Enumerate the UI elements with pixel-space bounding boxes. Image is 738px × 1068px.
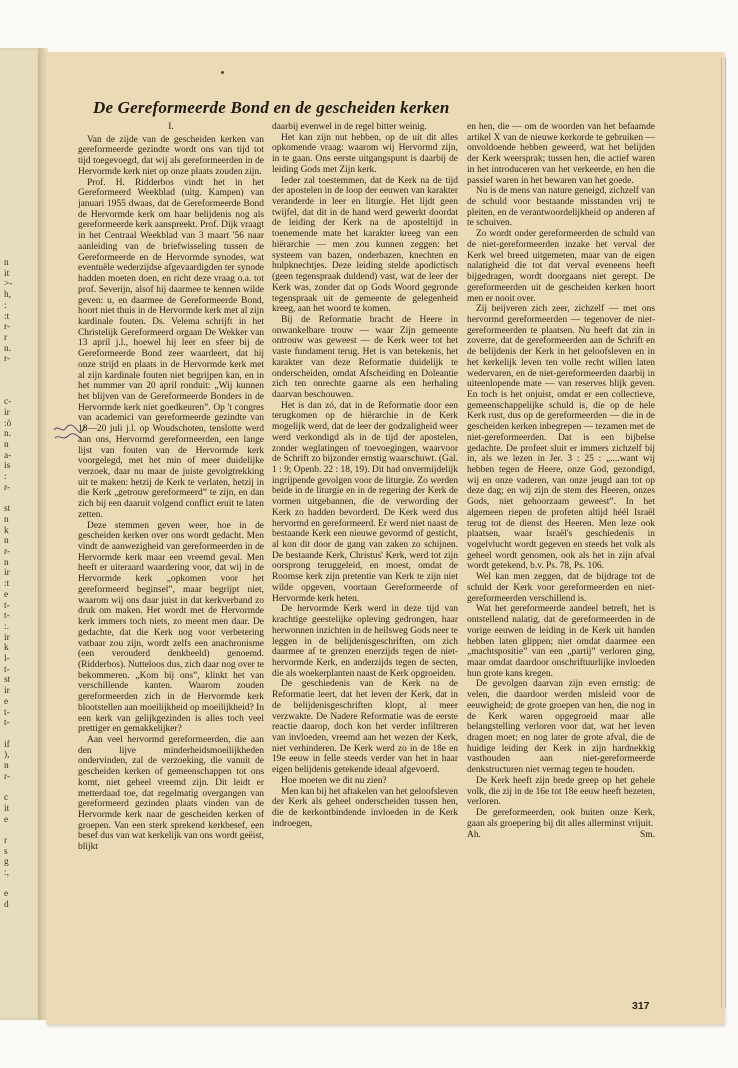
paragraph: Aan veel hervormd gereformeerden, die aan den lijve minderheidsmoeilijkheden ondervinden, zal de verzoeking, die vanuit de gescheiden kerken of gemeenschappen tot ons komt, niet geheel vreemd zijn. Dit leidt er metterdaad toe, dat regelmatig overgangen van gereformeerd gezinden plaats vinden van de Hervormde kerk naar de gescheiden kerken of groepen. Van een sterk sprekend kerkbesef, een besef dus van wat kerkelijk van ons wordt geëist, blijkt xyxy=(78,734,264,853)
article-column-2 xyxy=(272,122,458,1004)
paragraph: Het is dan zó, dat in de Reformatie door een terugkomen op de hiërarchie in de Kerk mogelijk werd, dat de leer der godzaligheid weer werd verkondigd als in de tijd der apostelen, zonder weglatingen of toevoegingen, waarvoor de Schrift zo bijzonder ernstig waarschuwt. (Gal. 1 : 9; Openb. 22 : 18, 19). Dit had onvermijdelijk ingrijpende gevolgen voor de liturgie. Zo werden beide in de liturgie en in de regering der Kerk de vormen uitgebannen, die de verwording der Kerk zo hadden bevorderd. De Kerk werd dus hervormd en gereformeerd. Er werd niet naast de bestaande Kerk een nieuwe gevormd of gesticht, al kon dit door de gang van zaken zo schijnen. De bestaande Kerk, Christus' Kerk, werd tot zijn oorsprong teruggeleid, en moest, omdat de Roomse kerk zijn pretentie van Kerk te zijn niet wilde opgeven, voortaan Gereformeerde of Hervormde kerk heten. xyxy=(272,400,458,604)
author-initials: Sm. xyxy=(640,830,655,841)
paragraph: Ieder zal toestemmen, dat de Kerk na de tijd der apostelen in de loop der eeuwen van karakter veranderde in leer en liturgie. Het lijdt geen twijfel, dat dit in de hand werd gewerkt doordat de leiding der Kerk na de aposteltijd in toenemende mate het karakter kreeg van een hiërarchie — men zou kunnen zeggen: het systeem van bazen, onderbazen, knechten en hulpknechtjes. Deze leiding stelde apodictisch (geen tegenspraak duldend) vast, wat de leer der Kerk was, zonder dat op Gods Woord gegronde tegenspraak uit de gemeente de gelegenheid kreeg, aan het woord te komen. xyxy=(272,175,458,315)
article-column-1 xyxy=(78,122,264,1004)
paragraph: De gevolgen daarvan zijn even ernstig: de velen, die daardoor werden misleid voor de eeuwigheid; de grote groepen van hen, die nog in de Kerk waren opgegroeid maar alle belangstelling verloren voor dat, wat het leven dragen moet; en nog later de grote afval, die de huidige leiding der Kerk in zijn hardnekkig vasthouden aan niet-gereformeerde denkstructuren niet vermag tegen te houden. xyxy=(467,679,655,776)
paragraph: Van de zijde van de gescheiden kerken van gereformeerde gezindte wordt ons van tijd tot tijd toegevoegd, dat wij als gereformeerden in de Hervormde kerk niet op onze plaats zouden zijn. xyxy=(78,134,264,177)
paragraph: en hen, die — om de woorden van het befaamde artikel X van de nieuwe kerkorde te gebruiken — onvoldoende hebben geweerd, wat het belijden der Kerk weersprak; tussen hen, die actief waren in het introduceren van het verkeerde, en hen die passief waren in het bewaren van het goede. xyxy=(467,122,655,186)
section-number: I. xyxy=(168,122,174,132)
article-title: De Gereformeerde Bond en de gescheiden kerken xyxy=(93,98,450,117)
signoff-left: Ah. xyxy=(467,830,481,841)
paragraph: daarbij evenwel in de regel bitter weinig. xyxy=(272,122,427,132)
paragraph: Prof. H. Ridderbos vindt het in het Gereformeerd Weekblad (uitg. Kampen) van januari 1955 dwaas, dat de Gereformeerde Bond de Hervormde kerk om haar belijdenis nog als gereformeerde kerk aanspreekt. Prof. Dijk vraagt in het Centraal Weekblad van 3 maart '56 naar aanleiding van de briefwisseling tussen de Gereformeerde en de Hervormde synodes, wat eventuële wederzijdse afgevaardigden ter synode hadden moeten doen, en richt deze vraag o.a. tot prof. Severijn, alsof hij daarmee te kennen wilde geven: u, en daarmee de Gereformeerde Bond, hoort niet thuis in de Hervormde kerk met al zijn kardinale fouten. Ds. Velema schrijft in het Christelijk Gereformeerd orgaan De Wekker van 13 april j.l., hoewel hij leer en sfeer bij de Gereformeerde Bond zeer waardeert, dat hij onze strijd en plaats in de Hervormde kerk met al zijn kardinale fouten niet begrijpen kan, en in het nummer van 20 april ronduit: „Wij kunnen het blijven van de Gereformeerde Bonders in de Hervormde kerk niet goedkeuren”. Op 't congres van academici van gereformeerde gezindte van 18—20 juli j.l. op Woudschoten, tenslotte werd aan ons, Hervormd gereformeerden, een lange lijst van fouten van de Hervormde kerk voorgelegd, met het min of meer duidelijke verzoek, daar nu maar de juiste gevolgtrekking uit te maken: hetzij de Kerk te verlaten, hetzij in die Kerk „getrouw gereformeerd” te zijn, en dan zich bij een daaruit volgend conflict eruit te laten zetten. xyxy=(78,177,264,520)
paragraph: Het kan zijn nut hebben, op de uit dit alles opkomende vraag: waarom wij Hervormd zijn, in te gaan. Ons eerste uitgangspunt is daarbij de leiding Gods met Zijn kerk. xyxy=(272,132,458,175)
paragraph: Hoe moeten we dit nu zien? xyxy=(281,775,387,786)
paragraph: Deze stemmen geven weer, hoe in de gescheiden kerken over ons wordt gedacht. Men vindt de aanwezigheid van gereformeerden in de Hervormde kerk maar een vreemd geval. Men heeft er uiteraard waardering voor, dat wij in de Hervormde kerk „opkomen voor het gereformeerd beginsel”, maar begrijpt niet, waarom wij ons daar juist in dat kerkverband zo druk om maken. Het wordt met de Hervormde kerk immers toch niets, zo meent men daar. De gedachte, dat die Kerk nog voor verbetering vatbaar zou zijn, wordt zelfs een anachronisme (een verouderd denkbeeld) genoemd. (Ridderbos). Nutteloos dus, zich daar nog over te bekommeren. „Kom bij ons”, klinkt het van verschillende kanten. Waarom zouden gereformeerden zich in de Hervormde kerk blootstellen aan moeilijkheid op moeilijkheid? In een kerk van gelijkgezinden is alles toch veel prettiger en gemakkelijker? xyxy=(78,520,264,735)
article-column-3 xyxy=(467,122,655,1004)
paragraph: Zo wordt onder gereformeerden de schuld van de niet-gereformeerden inzake het verval der Kerk wel breed uitgemeten, maar van de eigen nalatigheid die tot dat verval eveneens heeft bijgedragen, wordt doorgaans niet gerept. De gereformeerden uit de gescheiden kerken hoort men er nooit over. xyxy=(467,229,655,304)
paragraph: Nu is de mens van nature geneigd, zichzelf van de schuld voor bestaande misstanden vrij te pleiten, en de verantwoordelijkheid op anderen af te schuiven. xyxy=(467,186,655,229)
page-stack-edge xyxy=(721,58,726,1008)
paragraph: De hervormde Kerk werd in deze tijd van krachtige geestelijke opleving gedrongen, haar herwonnen inzichten in de heilsweg Gods neer te leggen in de belijdenisgeschriften, om zich daarmee af te grenzen enerzijds tegen de niet-hervormde Kerk, en anderzijds tegen de secten, die als woekerplanten naast de Kerk opgroeiden. xyxy=(272,604,458,679)
paragraph: Bij de Reformatie bracht de Heere in onwankelbare trouw — waar Zijn gemeente ontrouw was geweest — de Kerk weer tot het vaste fundament terug. Het is van betekenis, het karakter van deze Reformatie duidelijk te onderscheiden, omdat Afscheiding en Doleantie zich ten onrechte gaarne als een herhaling daarvan beschouwen. xyxy=(272,314,458,400)
page-number: 317 xyxy=(632,1000,650,1012)
paragraph: De geschiedenis van de Kerk na de Reformatie leert, dat het leven der Kerk, dat in de belijdenisgeschriften klopt, al meer verzwakte. De Nadere Reformatie was de eerste reactie daarop, doch kon het verder infiltreren van invloeden, vreemd aan het wezen der Kerk, niet verhinderen. De Kerk werd zo in de 18e en 19e eeuw in felle steeds verder van het in haar eigen belijdenis getekende ideaal afgevoerd. xyxy=(272,679,458,776)
paragraph: De gereformeerden, ook buiten onze Kerk, gaan als groepering bij dit alles allerminst vrijuit. xyxy=(467,808,655,829)
paragraph: Zij beijveren zich zeer, zichzelf — met ons hervormd gereformeerden — tegenover de niet-gereformeerden te plaatsen. Nu heeft dat zin in zoverre, dat de gereformeerden aan de Schrift en de belijdenis der Kerk in het geloofsleven en in het kerkelijk leven ten volle recht willen laten wedervaren, en de niet-gereformeerden daarbij in uiteenlopende mate — van reserves blijk geven. En toch is het onjuist, omdat er een collectieve, gemeenschappelijke schuld is, die op de hele Kerk rust, dus op de gereformeerden — die in de gescheiden kerken inbegrepen — tezamen met de niet-gereformeerden. Dat is een bijbelse gedachte. De profeet sluit er immers zichzelf bij in, als we lezen in Jer. 3 : 25 : „....want wij hebben tegen de Heere, onze God, gezondigd, wij en onze vaderen, van onze jeugd aan tot op deze dag; en wij zijn de stem des Heeren, onzes Gods, niet gehoorzaam geweest”. In het algemeen riepen de profeten altijd héél Israël terug tot de dienst des Heeren. Men leze ook plaatsen, waar Israël's geschiedenis in vogelvlucht wordt gegeven en steeds het volk als geheel wordt genomen, ook als het in zijn afval wordt getekend, b.v. Ps. 78, Ps. 106. xyxy=(467,304,655,572)
paragraph: Men kan bij het aftakelen van het geloofsleven der Kerk als geheel onderscheiden tussen hen, die de kerkontbindende invloeden in de Kerk indroegen, xyxy=(272,786,458,829)
print-speck xyxy=(221,71,224,74)
paragraph: Wel kan men zeggen, dat de bijdrage tot de schuld der Kerk voor gereformeerden en niet-gereformeerden verschillend is. xyxy=(467,572,655,604)
previous-page-margin-text: n it >- h, : :t r- r n. r- c- ir :ö n. n a- is : r- st n k n r- n ir :t e t- t- :. ir k l- t- st ir e t- t- if ), n r- c it e r s g :, e d xyxy=(4,258,13,911)
paragraph: Wat het gereformeerde aandeel betreft, het is ontstellend nalatig, dat de gereformeerden in de vorige eeuwen de leiding in de Kerk uit handen hebben laten glippen; niet omdat daarmee een „machtspositie” van een „partij” verloren ging, maar omdat daardoor onschriftuurlijke invloeden hun grote kans kregen. xyxy=(467,604,655,679)
article-signoff xyxy=(467,830,655,841)
paragraph: De Kerk heeft zijn brede greep op het gehele volk, die zij in de 16e tot 18e eeuw heeft bezeten, verloren. xyxy=(467,775,655,808)
